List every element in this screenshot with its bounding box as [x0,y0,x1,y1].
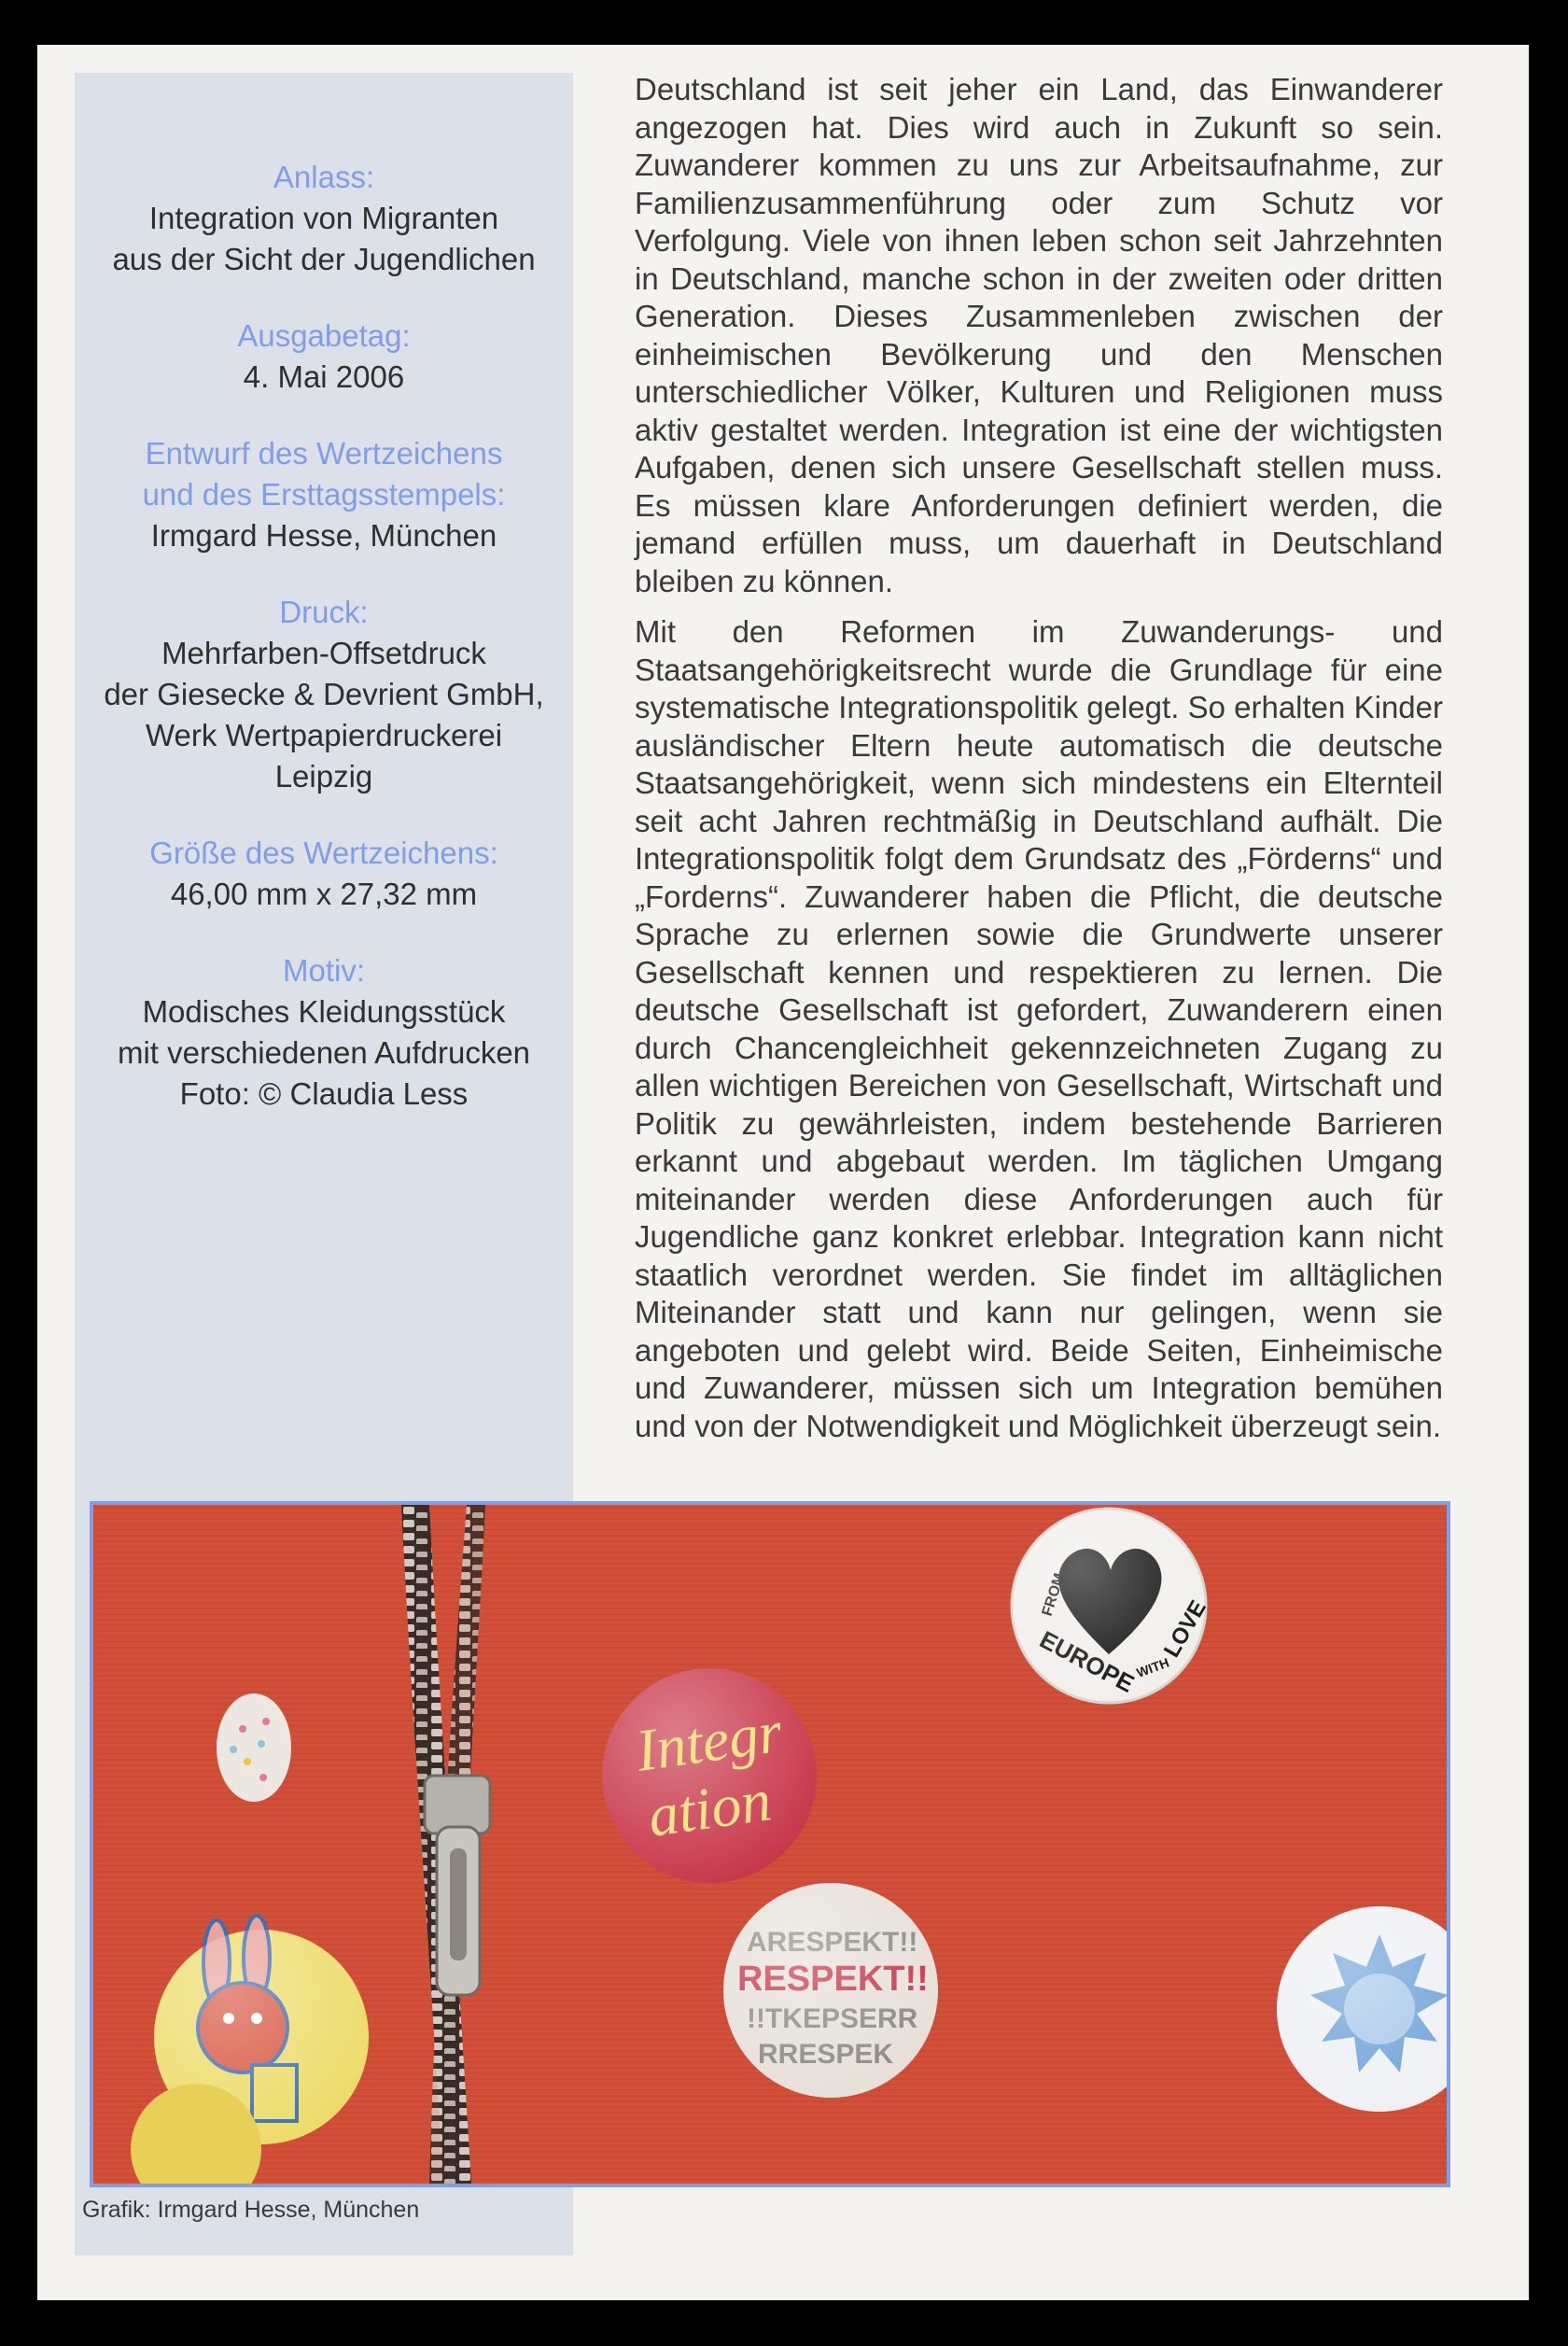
paragraph: Deutschland ist seit jeher ein Land, das Einwanderer angezogen hat. Dies wird auch in Zukunft so sein. Zuwanderer kommen zu uns zur Arbeitsaufnahme, zur Familienzusammenführung oder zum Schutz vor Verfolgung. Viele von ihnen leben schon seit Jahrzehnten in Deutschland, manche schon in der zweiten oder dritten Generation. Dieses Zusammenleben zwischen der einheimischen Bevölkerung und den Menschen unterschiedlicher Völker, Kulturen und Religionen muss aktiv gestaltet werden. Integration ist eine der wichtigsten Aufgaben, denen sich unsere Gesellschaft stellen muss. Es müssen klare Anforderungen definiert werden, die jemand erfüllen muss, um dauerhaft in Deutschland bleiben zu können. [635,72,1443,598]
badge-text-integration-1: Integr [632,1697,786,1784]
design-value: Irmgard Hesse, München [150,518,497,553]
badge-text-integration-2: ation [644,1766,776,1849]
photo-illustration [93,1505,1447,2184]
respekt-badge [723,1883,938,2098]
print-line: Mehrfarben-Offsetdruck [161,636,486,670]
design-label: und des Ersttagsstempels: [142,477,506,512]
stamp-info [75,157,573,1150]
photo-credit-line: Foto: © Claudia Less [179,1076,469,1111]
size-block [75,833,573,915]
print-line: Leipzig [274,759,373,794]
motif-line: mit verschiedenen Aufdrucken [117,1035,531,1070]
occasion-line: aus der Sicht der Jugendlichen [112,242,536,276]
size-label: Größe des Wertzeichens: [149,836,498,870]
print-line: Werk Wertpapierdruckerei [145,718,503,752]
issue-date-label: Ausgabetag: [237,318,411,353]
graphic-credit: Grafik: Irmgard Hesse, München [82,2197,420,2223]
motif-line: Modisches Kleidungsstück [142,994,506,1029]
issue-date-value: 4. Mai 2006 [243,359,405,394]
design-block [75,433,573,556]
design-label: Entwurf des Wertzeichens [145,436,503,471]
jacket-photo [90,1501,1450,2187]
print-block [75,592,573,797]
motif-label: Motiv: [282,953,365,988]
polka-badge [217,1693,291,1802]
paragraph: Mit den Reformen im Zuwanderungs- und Staatsangehörigkeitsrecht wurde die Grundlage für eine systematische Integrationspolitik gelegt. So erhalten Kinder ausländischer Eltern heute automatisch die deutsche Staatsangehörigkeit, wenn sich mindestens ein Elternteil seit acht Jahren rechtmäßig in Deutschland aufhält. Die Integrationspolitik folgt dem Grundsatz des „Förderns“ und „Forderns“. Zuwanderer haben die Pflicht, die deutsche Sprache zu erlernen sowie die Grundwerte unserer Gesellschaft kennen und respektieren zu lernen. Die deutsche Gesellschaft ist gefordert, Zuwanderern einen durch Chancengleichheit gekennzeichneten Zugang zu allen wichtigen Bereichen von Gesellschaft, Wirtschaft und Politik zu gewährleisten, indem bestehende Barrieren erkannt und abgebaut werden. Im täglichen Umgang miteinander werden diese Anforderungen auch für Jugendliche ganz konkret erlebbar. Integration kann nicht staatlich verordnet werden. Sie findet im alltäglichen Miteinander statt und kann nur gelingen, wenn sie angeboten und gelebt wird. Beide Seiten, Einheimische und Zuwanderer, müssen sich um Integration bemühen und von der Notwendigkeit und Möglichkeit überzeugt sein. [635,614,1443,1443]
size-value: 46,00 mm x 27,32 mm [170,877,478,911]
print-label: Druck: [279,595,369,629]
occasion-label: Anlass: [273,160,375,194]
issue-date-block [75,316,573,398]
print-line: der Giesecke & Devrient GmbH, [104,677,544,711]
body-text [635,71,1443,1458]
integration-badge [602,1668,817,1883]
motif-block [75,950,573,1115]
occasion-block [75,157,573,280]
occasion-line: Integration von Migranten [148,201,499,235]
